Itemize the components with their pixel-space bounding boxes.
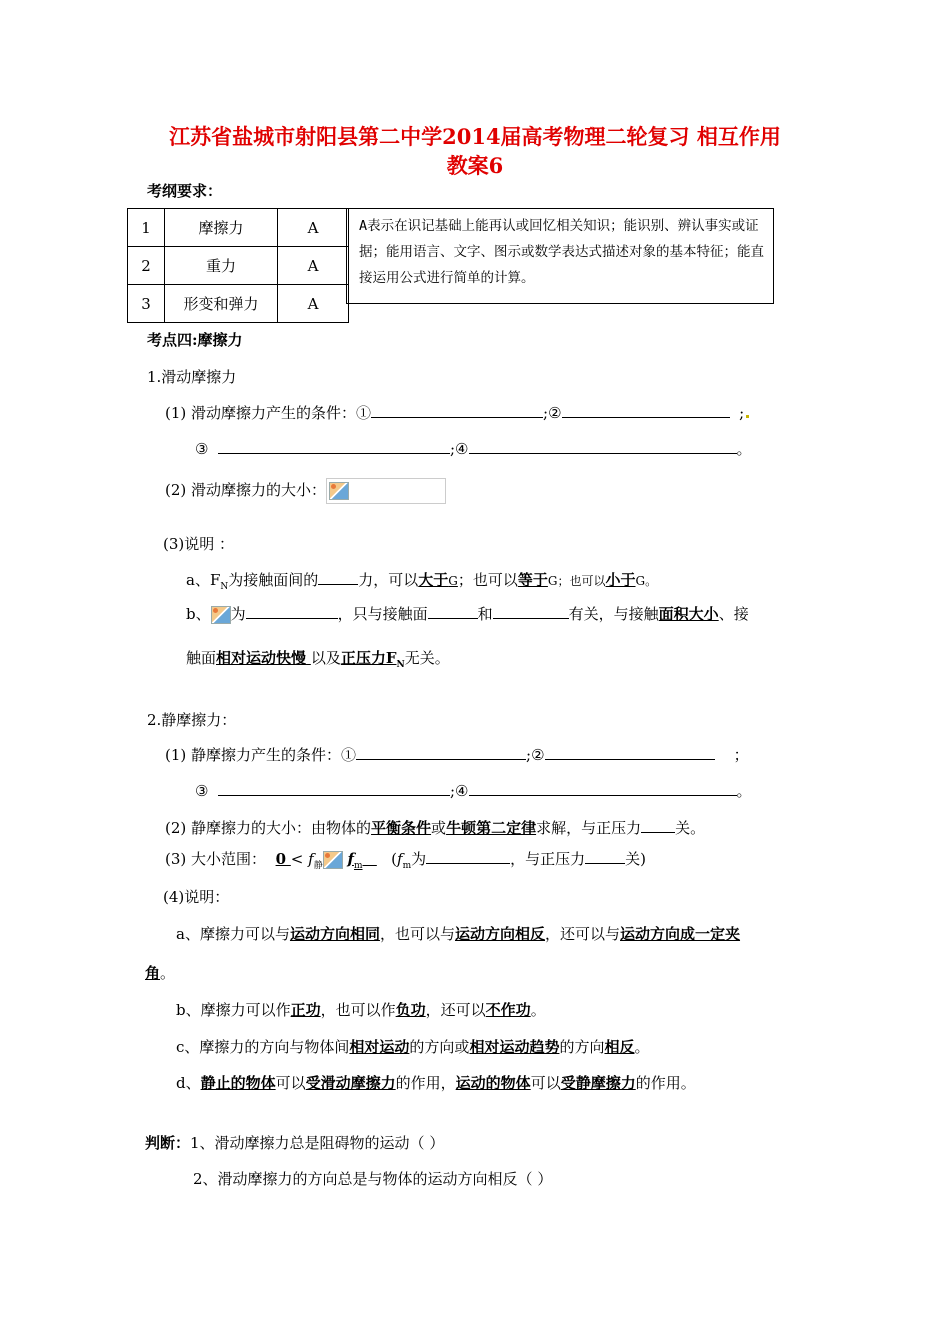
requirements-heading: 考纲要求：	[147, 182, 223, 200]
sliding-note-label: (3)说明 ：	[163, 535, 235, 553]
row-level: A	[278, 209, 349, 247]
size-label: (2) 滑动摩擦力的大小：	[165, 481, 327, 499]
formula-image	[326, 478, 446, 504]
blank-field	[562, 402, 730, 418]
sliding-note-b-cont: 触面相对运动快慢 以及正压力$F_N$无关。	[186, 649, 450, 670]
sliding-conditions-line-1: (1) 滑动摩擦力产生的条件：① ;② ;	[165, 402, 749, 423]
judge-question-1: 判断：1、滑动摩擦力总是阻碍物的运动（ ）	[145, 1134, 445, 1152]
title-line-2: 教案6	[446, 153, 504, 178]
row-level: A	[278, 285, 349, 323]
static-note-a-cont: 角。	[145, 964, 176, 982]
separator: ;④	[450, 440, 469, 458]
row-topic: 摩擦力	[165, 209, 278, 247]
table-row	[128, 209, 349, 247]
requirements-table	[127, 208, 349, 323]
row-level: A	[278, 247, 349, 285]
static-note-b: b、摩擦力可以作正功，也可以作负功，还可以不作功。	[176, 1001, 546, 1019]
static-note-d: d、静止的物体可以受滑动摩擦力的作用，运动的物体可以受静摩擦力的作用。	[176, 1074, 696, 1092]
static-note-label: (4)说明：	[163, 888, 230, 906]
table-row	[128, 285, 349, 323]
row-number: 1	[128, 209, 165, 247]
formula-placeholder-icon	[329, 482, 349, 500]
static-friction-heading: 2.静摩擦力：	[147, 711, 237, 729]
table-row	[128, 247, 349, 285]
requirement-description: A表示在识记基础上能再认或回忆相关知识；能识别、辨认事实或证据；能用语言、文字、图示或数学表达式描述对象的基本特征；能直接运用公式进行简单的计算。	[346, 208, 774, 304]
row-topic: 重力	[165, 247, 278, 285]
static-size-line: (2) 静摩擦力的大小：由物体的平衡条件或牛顿第二定律求解，与正压力 关。	[165, 819, 706, 837]
row-number: 3	[128, 285, 165, 323]
static-range-line: (3) 大小范围： $0 < f_静$ $f_m$ ($f_m$为 ，与正压力 关)	[165, 850, 646, 871]
conditions-label: (1) 滑动摩擦力产生的条件：①	[165, 404, 372, 422]
sliding-conditions-line-2: ③ ;④ 。	[195, 440, 752, 458]
blank-field	[469, 438, 737, 454]
separator: ;②	[543, 404, 562, 422]
row-number: 2	[128, 247, 165, 285]
coefficient-placeholder-icon	[211, 606, 231, 624]
sliding-note-b: b、 为 ，只与接触面 和 有关，与接触面积大小、接	[186, 605, 749, 623]
blank-field	[371, 402, 543, 418]
sliding-note-a: a、$F_N$为接触面间的 力，可以大于G；也可以等于G；也可以小于G。	[186, 571, 658, 592]
sliding-friction-heading: 1.滑动摩擦力	[147, 368, 237, 386]
sliding-size-line	[165, 478, 446, 504]
blank-field	[218, 438, 450, 454]
judge-question-2: 2、滑动摩擦力的方向总是与物体的运动方向相反（ ）	[193, 1170, 553, 1188]
section-title: 考点四:摩擦力	[147, 331, 243, 349]
static-conditions-line-1: (1) 静摩擦力产生的条件：① ;② ；	[165, 746, 749, 764]
inequality-placeholder-icon	[323, 851, 343, 869]
static-note-c: c、摩擦力的方向与物体间相对运动的方向或相对运动趋势的方向相反。	[176, 1038, 650, 1056]
static-note-a: a、摩擦力可以与运动方向相同，也可以与运动方向相反，还可以与运动方向成一定夹	[176, 925, 741, 943]
row-topic: 形变和弹力	[165, 285, 278, 323]
title-line-1: 江苏省盐城市射阳县第二中学2014届高考物理二轮复习 相互作用	[169, 124, 781, 149]
static-conditions-line-2: ③ ;④ 。	[195, 782, 752, 800]
circled-3: ③	[195, 440, 209, 458]
